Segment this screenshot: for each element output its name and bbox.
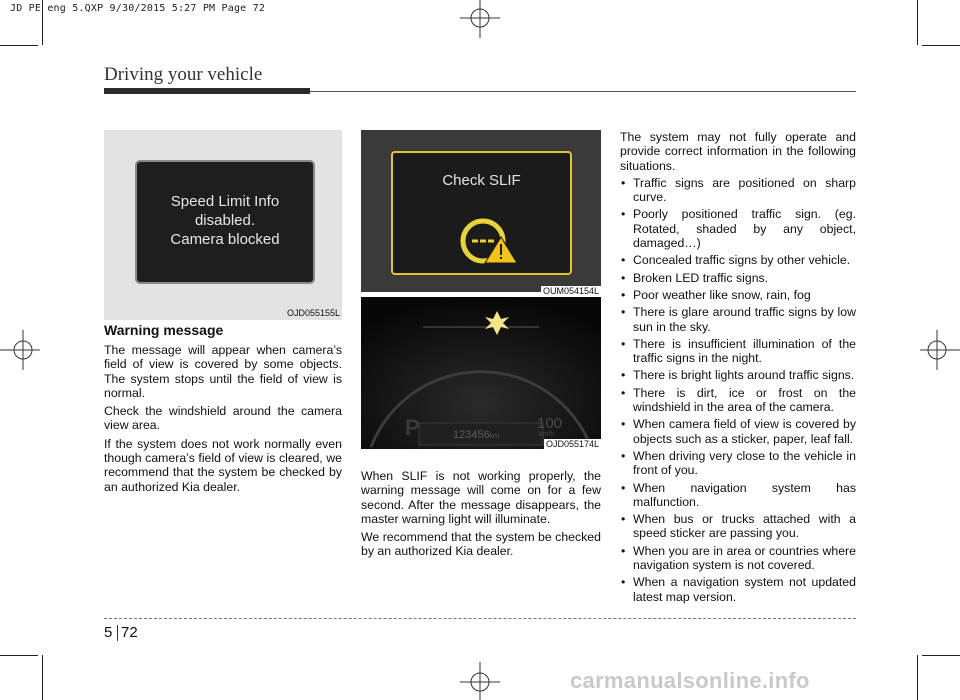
list-item: • When you are in area or countries where navigation system is not covered. — [620, 544, 856, 573]
speed-unit: km/h — [539, 431, 555, 438]
section-number: 5 — [104, 624, 113, 641]
figure-speed-limit-disabled — [104, 130, 342, 320]
figure-instrument-cluster — [361, 297, 601, 449]
list-item: • There is glare around traffic signs by low sun in the sky. — [620, 305, 856, 334]
lcd-line: Speed Limit Info — [170, 193, 280, 210]
registration-mark-right — [915, 320, 960, 380]
crop-mark — [0, 45, 38, 46]
section-heading: Warning message — [104, 322, 224, 338]
list-item: • When a navigation system not updated latest map version. — [620, 575, 856, 604]
figure-check-slif — [361, 130, 601, 296]
crop-mark — [917, 655, 918, 700]
odometer-readout — [453, 429, 499, 441]
speed-readout: 100 — [537, 415, 563, 432]
crop-mark — [922, 655, 960, 656]
list-item: • There is insufficient illumination of the traffic signs in the night. — [620, 337, 856, 366]
lcd-message — [137, 192, 313, 249]
slif-warning-icon — [459, 213, 523, 269]
list-item: • When navigation system has malfunction. — [620, 481, 856, 510]
watermark: carmanualsonline.info — [570, 668, 810, 693]
list-item: • Poorly positioned traffic sign. (eg. Rotated, shaded by any object, damaged…) — [620, 207, 856, 250]
crop-mark — [42, 655, 43, 700]
list-item: • When bus or trucks attached with a speed sticker are passing you. — [620, 512, 856, 541]
page-number-divider — [117, 625, 118, 641]
page-header-title: Driving your vehicle — [104, 64, 263, 85]
limitations-list — [620, 176, 856, 604]
odometer-value: 123456 — [453, 429, 490, 441]
crop-mark — [917, 0, 918, 45]
list-item: • There is bright lights around traffic signs. — [620, 368, 856, 382]
figure-code: OJD055174L — [545, 439, 599, 449]
slif-not-working-text — [361, 469, 601, 559]
footer-rule — [104, 618, 856, 619]
header-rule — [310, 91, 856, 92]
registration-mark-left — [0, 320, 45, 380]
paragraph: The message will appear when camera’s field of view is covered by some objects. The system stops until the field of view is normal. — [104, 343, 342, 400]
list-item: • Poor weather like snow, rain, fog — [620, 288, 856, 302]
crop-mark — [0, 655, 38, 656]
list-item: • There is dirt, ice or frost on the windshield in the area of the camera. — [620, 386, 856, 415]
gear-indicator: P — [405, 415, 420, 440]
page-number: 72 — [121, 624, 138, 641]
cluster-lcd-screen — [135, 160, 315, 284]
figure-code: OJD055155L — [286, 308, 340, 318]
paragraph: The system may not fully operate and provide correct information in the following situations. — [620, 130, 856, 173]
print-slug: JD PE eng 5.QXP 9/30/2015 5:27 PM Page 72 — [10, 3, 266, 14]
registration-mark-top — [450, 0, 510, 40]
list-item: • When camera field of view is covered by objects such as a sticker, paper, leaf fall. — [620, 417, 856, 446]
limitations-text — [620, 130, 856, 607]
list-item: • When driving very close to the vehicle in front of you. — [620, 449, 856, 478]
warning-text-block — [104, 343, 342, 494]
header-bar — [104, 88, 310, 94]
paragraph: We recommend that the system be checked by an authorized Kia dealer. — [361, 530, 601, 559]
list-item: • Traffic signs are positioned on sharp curve. — [620, 176, 856, 205]
lcd-line: Camera blocked — [170, 231, 280, 248]
figure-code: OUM054154L — [542, 286, 599, 296]
list-item: • Broken LED traffic signs. — [620, 271, 856, 285]
paragraph: If the system does not work normally even though camera’s field of view is cleared, we recommend that the system be checked by an authorized Kia dealer. — [104, 436, 342, 494]
lcd-line: disabled. — [194, 212, 256, 229]
cluster-gauge-graphic — [361, 297, 601, 449]
registration-mark-bottom — [450, 660, 510, 700]
odometer-unit: km — [489, 433, 500, 440]
lcd-message: Check SLIF — [442, 172, 521, 189]
paragraph: Check the windshield around the camera view area. — [104, 404, 342, 433]
list-item: • Concealed traffic signs by other vehicle. — [620, 253, 856, 267]
paragraph: When SLIF is not working properly, the warning message will come on for a few second. After the message disappears, the master warning light will illuminate. — [361, 469, 601, 526]
cluster-lcd-screen — [391, 151, 572, 275]
crop-mark — [922, 45, 960, 46]
